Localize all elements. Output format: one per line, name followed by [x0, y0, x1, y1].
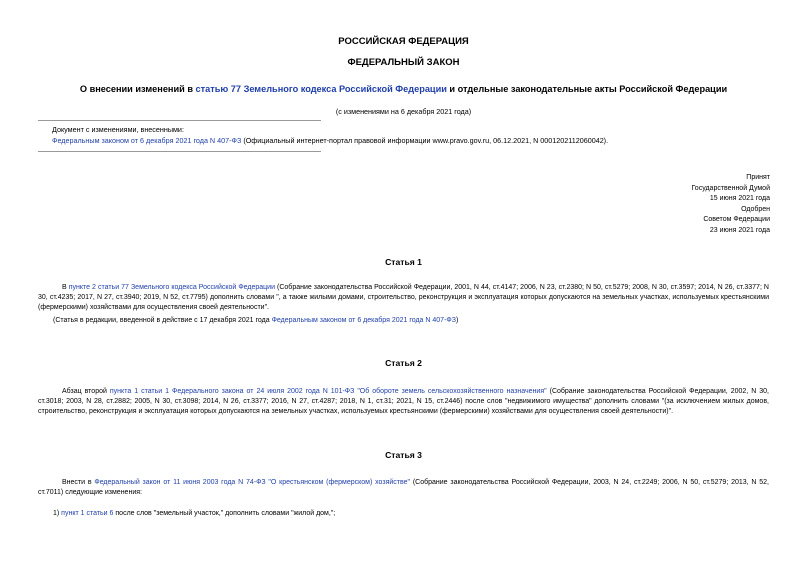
article-1-paragraph: [38, 283, 769, 313]
article-2-link[interactable]: пункта 1 статьи 1 Федерального закона от 24 июля 2002 года N 101-ФЗ "Об обороте земель сельскохозяйственного назначения": [109, 388, 547, 395]
country-heading: РОССИЙСКАЯ ФЕДЕРАЦИЯ: [338, 36, 469, 47]
changes-entry-rest: (Официальный интернет-портал правовой информации www.pravo.gov.ru, 06.12.2021, N 0001202112060042).: [241, 136, 609, 145]
accepted-line: Одобрен: [741, 205, 770, 213]
amending-law-link[interactable]: Федеральным законом от 6 декабря 2021 года N 407-ФЗ: [52, 136, 242, 145]
article-2-title: Статья 2: [385, 358, 422, 368]
article-1-rest: (Собрание законодательства Российской Федерации, 2001, N 44, ст.4147; 2006, N 23, ст.2380; N 50, ст.5279; 2008, N 30, ст.3597; 2014, N 26, ст.3377; N 30, ст.4235; 2017, N 27, ст.3940; 2019, N 52, ст.7795) дополнить словами ", а также жилыми домами, строительство, реконструкция и эксплуатация которых допускаются на земельных участках, используемых крестьянскими (фермерскими) хозяйствами для осуществления своей деятельности".: [38, 284, 769, 311]
article-3-item-1: [53, 509, 335, 519]
article-1-note-pre: (Статья в редакции, введенной в действие с 17 декабря 2021 года: [53, 317, 272, 324]
accepted-line: 23 июня 2021 года: [709, 226, 770, 234]
article-3-link[interactable]: Федеральный закон от 11 июня 2003 года N 74-ФЗ "О крестьянском (фермерском) хозяйстве": [94, 479, 411, 486]
law-title-pre: О внесении изменений в: [79, 84, 196, 94]
law-type-heading: ФЕДЕРАЛЬНЫЙ ЗАКОН: [347, 57, 460, 68]
item-1-rest: после слов "земельный участок," дополнить словами "жилой дом,";: [113, 510, 336, 517]
article-3-paragraph: [38, 478, 769, 498]
law-title-post: и отдельные законодательные акты Российской Федерации: [446, 84, 728, 94]
article-2-paragraph: [38, 387, 769, 417]
article-1-title: Статья 1: [385, 257, 422, 267]
article-1-note-link[interactable]: Федеральным законом от 6 декабря 2021 года N 407-ФЗ: [271, 317, 456, 324]
article-3-pre: Внести в: [62, 479, 95, 486]
changes-entry: [52, 136, 608, 145]
article-3-rest: (Собрание законодательства Российской Федерации, 2003, N 24, ст.2249; 2006, N 50, ст.5279; 2013, N 52, ст.7011) следующие изменения:: [38, 479, 769, 496]
article-2-pre: Абзац второй: [62, 388, 110, 395]
changes-top-rule: [38, 120, 321, 121]
changes-bottom-rule: [38, 151, 321, 152]
accepted-line: Советом Федерации: [703, 216, 770, 224]
article-2-rest: (Собрание законодательства Российской Федерации, 2002, N 30, ст.3018; 2003, N 28, ст.2882; 2005, N 30, ст.3098; 2014, N 26, ст.3377; 2016, N 27, ст.4287; 2018, N 1, ст.31; 2021, N 15, ст.2446) после слов "недвижимого имущества" дополнить словами "(за исключением жилых домов, строительство, реконструкция и эксплуатация которых допускаются на земельных участках, используемых крестьянскими (фермерскими) хозяйствами для осуществления своей деятельности)".: [38, 388, 769, 415]
item-1-link[interactable]: пункт 1 статьи 6: [61, 510, 114, 517]
item-1-number: 1): [53, 510, 62, 517]
accepted-line: 15 июня 2021 года: [709, 195, 770, 203]
article-3-title: Статья 3: [385, 450, 422, 460]
article-1-note-post: ): [455, 317, 459, 324]
revision-note: (с изменениями на 6 декабря 2021 года): [335, 107, 472, 116]
article-1-note: [53, 316, 458, 326]
accepted-line: Принят: [746, 174, 770, 181]
article-77-link[interactable]: статью 77 Земельного кодекса Российской Федерации: [195, 84, 447, 94]
accepted-block: [691, 173, 770, 237]
article-1-link[interactable]: пункте 2 статьи 77 Земельного кодекса Российской Федерации: [68, 284, 275, 291]
changes-heading: Документ с изменениями, внесенными:: [52, 125, 184, 134]
law-title: [0, 84, 807, 94]
accepted-line: Государственной Думой: [691, 184, 770, 192]
article-1-pre: В: [62, 284, 69, 291]
